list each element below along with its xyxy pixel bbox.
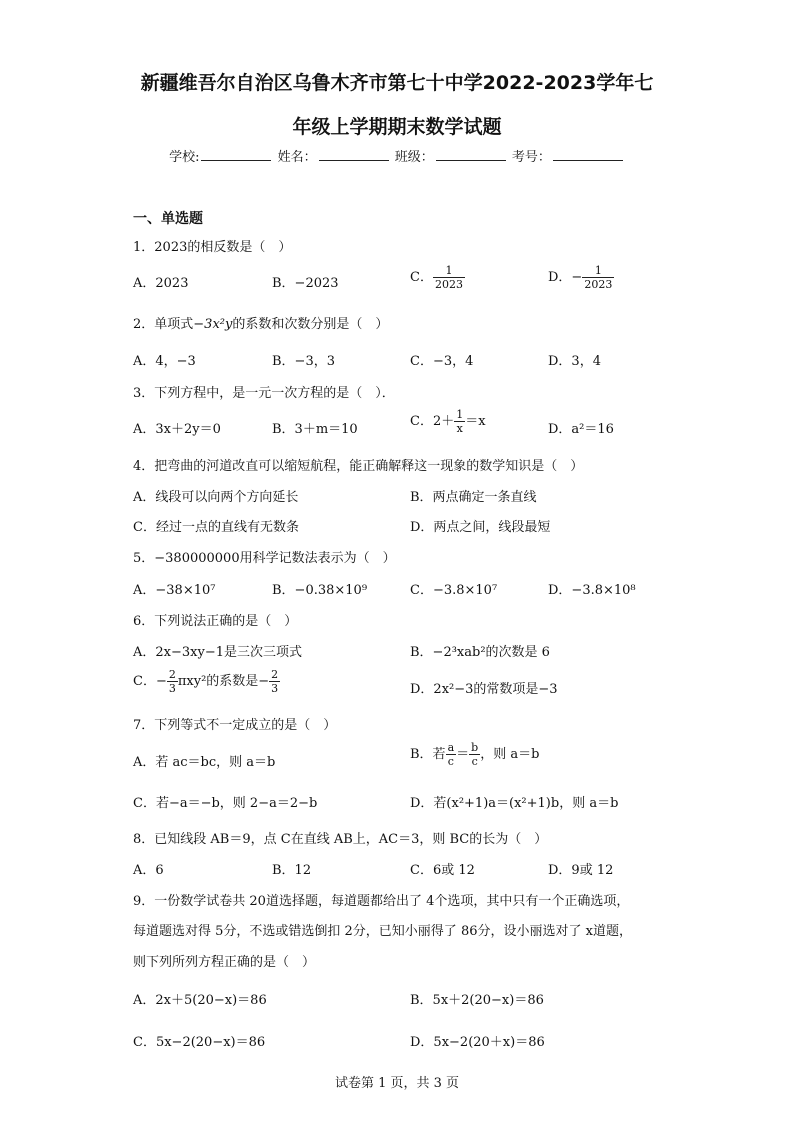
q7-b-den2: c xyxy=(471,755,478,768)
q3-c-fraction xyxy=(454,408,465,435)
q7-option-a: A．若 ac＝bc，则 a＝b xyxy=(133,755,276,770)
question-9-line1: 9．一份数学试卷共 20道选择题，每道题都给出了 4个选项，其中只有一个正确选项， xyxy=(133,894,630,909)
q6-c-den1: 3 xyxy=(168,682,176,695)
q9-option-c: C．5x−2(20−x)＝86 xyxy=(133,1035,266,1050)
q6-c-num1: 2 xyxy=(168,668,176,681)
q2-option-d: D．3，4 xyxy=(548,354,601,369)
q2-option-a: A．4，−3 xyxy=(133,354,196,369)
question-6-stem: 6．下列说法正确的是（ ） xyxy=(133,614,298,629)
q8-option-b: B．12 xyxy=(272,863,312,878)
q2-option-b: B．−3，3 xyxy=(272,354,335,369)
q1-option-a: A．2023 xyxy=(133,276,189,291)
question-4-stem: 4．把弯曲的河道改直可以缩短航程，能正确解释这一现象的数学知识是（ ） xyxy=(133,459,584,474)
q3-option-b: B．3＋m＝10 xyxy=(272,422,358,437)
question-9-line3: 则下列所列方程正确的是（ ） xyxy=(133,955,316,970)
class-label: 班级： xyxy=(394,150,434,165)
q7-b-den1: c xyxy=(447,755,454,768)
q8-option-c: C．6或 12 xyxy=(410,863,475,878)
q9-option-b: B．5x＋2(20−x)＝86 xyxy=(410,993,544,1008)
number-blank[interactable] xyxy=(553,148,623,161)
q1-option-d xyxy=(548,264,614,291)
q1-c-den: 2023 xyxy=(434,278,463,291)
q6-c-num2: 2 xyxy=(271,668,279,681)
name-label: 姓名： xyxy=(277,150,317,165)
q1-option-c xyxy=(410,264,465,291)
q3-c-num: 1 xyxy=(456,408,464,421)
q4-option-d: D．两点之间，线段最短 xyxy=(410,520,551,535)
q6-c-mid: πxy²的系数是− xyxy=(177,674,270,689)
q6-c-fraction2 xyxy=(269,668,280,695)
number-label: 考号： xyxy=(511,150,551,165)
q3-option-a: A．3x＋2y＝0 xyxy=(133,422,221,437)
q6-c-den2: 3 xyxy=(271,682,279,695)
q7-option-b xyxy=(410,741,539,768)
q5-option-c: C．−3.8×10⁷ xyxy=(410,583,498,598)
q6-option-c xyxy=(133,668,280,695)
q6-option-a: A．2x−3xy−1是三次三项式 xyxy=(133,645,302,660)
q4-option-a: A．线段可以向两个方向延长 xyxy=(133,490,299,505)
q6-c-prefix: C．− xyxy=(133,674,167,689)
q9-option-a: A．2x＋5(20−x)＝86 xyxy=(133,993,267,1008)
q5-option-b: B．−0.38×10⁹ xyxy=(272,583,368,598)
q9-option-d: D．5x−2(20＋x)＝86 xyxy=(410,1035,545,1050)
q7-b-num1: a xyxy=(447,741,455,754)
q1-c-num: 1 xyxy=(433,264,465,278)
q7-b-prefix: B．若 xyxy=(410,747,446,762)
q5-option-a: A．−38×10⁷ xyxy=(133,583,216,598)
q7-b-num2: b xyxy=(471,741,479,754)
q7-b-fraction1 xyxy=(446,741,457,768)
q3-option-d: D．a²＝16 xyxy=(548,422,614,437)
name-blank[interactable] xyxy=(319,148,389,161)
section-title: 一、单选题 xyxy=(133,211,203,227)
q7-b-eq: ＝ xyxy=(456,747,470,762)
q7-b-fraction2 xyxy=(469,741,480,768)
q3-option-c xyxy=(410,408,486,435)
question-2-stem xyxy=(133,313,388,332)
q1-option-b: B．−2023 xyxy=(272,276,339,291)
question-1-stem: 1．2023的相反数是（ ） xyxy=(133,240,292,255)
exam-title-line1: 新疆维吾尔自治区乌鲁木齐市第七十中学2022-2023学年七 xyxy=(140,72,654,94)
q8-option-a: A．6 xyxy=(133,863,164,878)
q3-c-post: ＝x xyxy=(465,414,486,429)
q7-option-d: D．若(x²+1)a＝(x²+1)b，则 a＝b xyxy=(410,796,619,811)
q3-c-prefix: C．2＋ xyxy=(410,414,455,429)
school-blank[interactable] xyxy=(201,148,271,161)
q3-c-den: x xyxy=(456,422,463,435)
q2-stem-post: 的系数和次数分别是（ ） xyxy=(232,317,389,332)
q1-d-prefix: D．− xyxy=(548,270,583,285)
q4-option-c: C．经过一点的直线有无数条 xyxy=(133,520,299,535)
school-label: 学校: xyxy=(169,150,200,165)
q2-expression: −3x²y xyxy=(193,317,233,332)
q7-b-post: ，则 a＝b xyxy=(480,747,540,762)
q6-option-b: B．−2³xab²的次数是 6 xyxy=(410,645,550,660)
class-blank[interactable] xyxy=(436,148,506,161)
question-8-stem: 8．已知线段 AB＝9，点 C在直线 AB上，AC＝3，则 BC的长为（ ） xyxy=(133,832,548,847)
question-5-stem: 5．−380000000用科学记数法表示为（ ） xyxy=(133,551,396,566)
q5-option-d: D．−3.8×10⁸ xyxy=(548,583,636,598)
q8-option-d: D．9或 12 xyxy=(548,863,614,878)
q1-d-fraction xyxy=(582,264,614,291)
q7-option-c: C．若−a＝−b，则 2−a＝2−b xyxy=(133,796,318,811)
q2-option-c: C．−3，4 xyxy=(410,354,474,369)
exam-title-line2: 年级上学期期末数学试题 xyxy=(292,116,502,138)
q2-stem-pre: 2．单项式 xyxy=(133,317,194,332)
q1-c-fraction xyxy=(433,264,465,291)
q1-d-den: 2023 xyxy=(584,278,613,291)
question-3-stem: 3．下列方程中，是一元一次方程的是（ ）． xyxy=(133,386,395,401)
q4-option-b: B．两点确定一条直线 xyxy=(410,490,537,505)
q6-option-d: D．2x²−3的常数项是−3 xyxy=(410,682,558,697)
question-9-line2: 每道题选对得 5分，不选或错选倒扣 2分，已知小丽得了 86分，设小丽选对了 x道题， xyxy=(133,924,632,939)
page-footer: 试卷第 1 页，共 3 页 xyxy=(334,1076,460,1091)
q1-d-num: 1 xyxy=(582,264,614,278)
student-info-row xyxy=(0,146,794,165)
q1-c-prefix: C． xyxy=(410,270,433,285)
q6-c-fraction1 xyxy=(167,668,178,695)
question-7-stem: 7．下列等式不一定成立的是（ ） xyxy=(133,718,337,733)
